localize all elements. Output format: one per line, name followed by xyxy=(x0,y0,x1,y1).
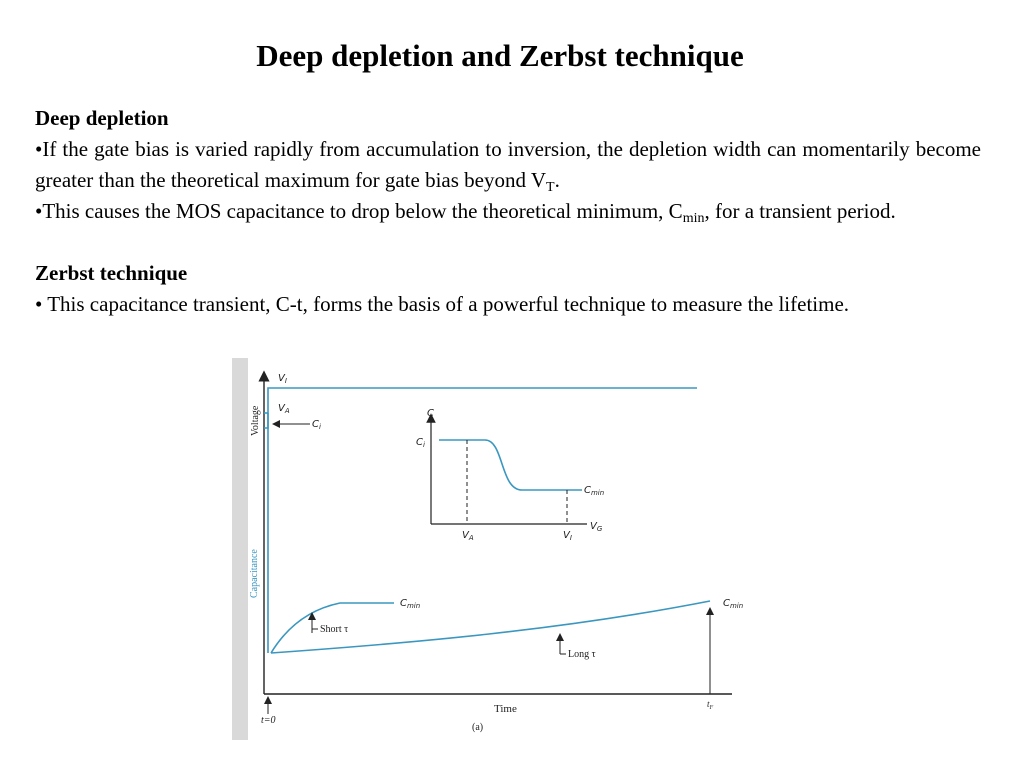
slide-title: Deep depletion and Zerbst technique xyxy=(256,38,744,73)
bullet-deep-depletion-2: •This causes the MOS capacitance to drop below the theoretical minimum, $C_{min}$, for a transient period. xyxy=(35,199,896,226)
inset-vi-label: $V_I$ xyxy=(563,530,572,542)
inset-c-axis-label: C xyxy=(427,408,434,419)
inset-cv-curve xyxy=(439,440,582,490)
t0-label: t=0 xyxy=(261,715,276,726)
section-heading-deep-depletion: Deep depletion xyxy=(35,106,169,130)
va-label: $V_A$ xyxy=(278,403,290,415)
inset-cv-plot xyxy=(416,408,604,542)
figure-caption: (a) xyxy=(472,722,484,733)
cmin-long-label: $C_{min}$ xyxy=(723,598,744,610)
inset-ci-label: $C_i$ xyxy=(416,437,425,449)
ci-label: $C_i$ xyxy=(312,419,321,431)
section-heading-zerbst: Zerbst technique xyxy=(35,261,188,285)
vi-label: $V_I$ xyxy=(278,373,287,385)
inset-cmin-label: $C_{min}$ xyxy=(584,485,605,497)
tf-label: $t_F$ xyxy=(707,699,714,711)
bullet-deep-depletion-1: •If the gate bias is varied rapidly from accumulation to inversion, the depletion width can momentarily become greater than the theoretical maximum for gate bias beyond $V_T$. xyxy=(35,137,981,195)
capacitance-axis-label: Capacitance xyxy=(249,549,260,598)
cmin-short-label: $C_{min}$ xyxy=(400,598,421,610)
short-tau-label: Short τ xyxy=(320,624,349,635)
slide-body xyxy=(35,103,981,320)
long-tau-label: Long τ xyxy=(568,649,596,660)
inset-vg-label: $V_G$ xyxy=(590,521,603,533)
bullet-zerbst-1: • This capacitance transient, C-t, forms the basis of a powerful technique to measure the lifetime. xyxy=(35,292,850,316)
ct-transient-figure xyxy=(232,358,762,740)
inset-va-label: $V_A$ xyxy=(462,530,474,542)
scan-edge xyxy=(232,358,248,740)
voltage-axis-label: Voltage xyxy=(250,405,261,436)
voltage-step-curve xyxy=(264,388,697,428)
time-axis-label: Time xyxy=(494,703,517,715)
